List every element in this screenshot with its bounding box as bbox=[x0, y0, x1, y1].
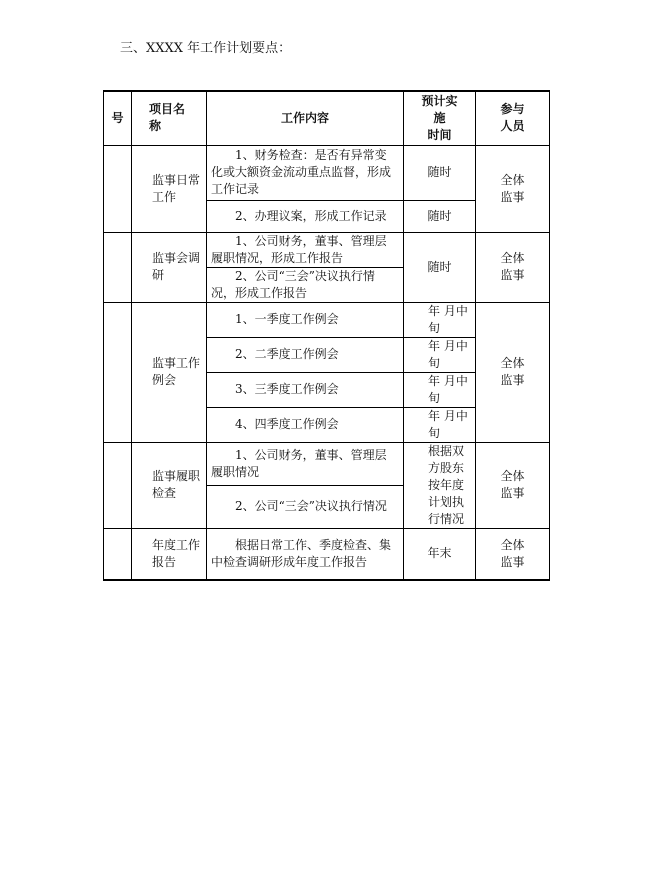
row-number-cell bbox=[104, 302, 132, 442]
item-name-cell: 监事会调研 bbox=[132, 232, 207, 302]
item-name-cell: 监事履职检查 bbox=[132, 442, 207, 528]
header-item-name-line1: 项目名 bbox=[149, 102, 186, 117]
work-content-cell: 1、财务检查：是否有异常变化或大额资金流动重点监督，形成工作记录 bbox=[207, 145, 404, 200]
participants-cell: 全体监事 bbox=[476, 232, 550, 302]
header-participants-line1: 参与 bbox=[500, 102, 525, 117]
work-content-cell: 2、二季度工作例会 bbox=[207, 337, 404, 372]
header-row bbox=[104, 91, 550, 145]
participants-cell: 全体监事 bbox=[476, 442, 550, 528]
header-work-content: 工作内容 bbox=[207, 91, 404, 145]
planned-time-cell: 年 月中旬 bbox=[404, 337, 476, 372]
header-planned-time-line3: 时间 bbox=[427, 127, 452, 142]
participants-cell: 全体监事 bbox=[476, 528, 550, 580]
table-row bbox=[104, 528, 550, 580]
header-item-name-line2: 称 bbox=[149, 119, 162, 134]
table-row bbox=[104, 232, 550, 267]
row-number-cell bbox=[104, 528, 132, 580]
work-content-cell: 1、公司财务，董事、管理层履职情况，形成工作报告 bbox=[207, 232, 404, 267]
table-row bbox=[104, 302, 550, 337]
header-planned-time-line1: 预计实 bbox=[421, 93, 458, 108]
work-content-cell: 1、一季度工作例会 bbox=[207, 302, 404, 337]
row-number-cell bbox=[104, 442, 132, 528]
work-content-cell: 4、四季度工作例会 bbox=[207, 407, 404, 442]
planned-time-cell: 年 月中旬 bbox=[404, 302, 476, 337]
work-content-cell: 根据日常工作、季度检查、集中检查调研形成年度工作报告 bbox=[207, 528, 404, 580]
work-plan-table bbox=[103, 90, 550, 581]
table-row bbox=[104, 145, 550, 200]
row-number-cell bbox=[104, 232, 132, 302]
header-no: 号 bbox=[104, 91, 132, 145]
planned-time-cell: 年 月中旬 bbox=[404, 407, 476, 442]
planned-time-cell: 年 月中旬 bbox=[404, 372, 476, 407]
work-content-cell: 3、三季度工作例会 bbox=[207, 372, 404, 407]
row-number-cell bbox=[104, 145, 132, 232]
work-content-cell: 2、公司“三会”决议执行情况 bbox=[207, 485, 404, 528]
item-name-cell: 监事工作例会 bbox=[132, 302, 207, 442]
planned-time-cell: 随时 bbox=[404, 232, 476, 302]
item-name-cell: 监事日常工作 bbox=[132, 145, 207, 232]
planned-time-cell: 年末 bbox=[404, 528, 476, 580]
participants-cell: 全体监事 bbox=[476, 302, 550, 442]
participants-cell: 全体监事 bbox=[476, 145, 550, 232]
planned-time-cell: 随时 bbox=[404, 145, 476, 200]
header-item-name bbox=[132, 91, 207, 145]
planned-time-cell: 随时 bbox=[404, 200, 476, 232]
table-row bbox=[104, 442, 550, 485]
planned-time-cell: 根据双方股东按年度计划执行情况 bbox=[404, 442, 476, 528]
work-content-cell: 2、办理议案，形成工作记录 bbox=[207, 200, 404, 232]
work-content-cell: 2、公司“三会”决议执行情况，形成工作报告 bbox=[207, 267, 404, 302]
header-participants bbox=[476, 91, 550, 145]
header-planned-time bbox=[404, 91, 476, 145]
section-heading: 三、XXXX 年工作计划要点： bbox=[120, 41, 292, 56]
header-participants-line2: 人员 bbox=[500, 119, 525, 134]
item-name-cell: 年度工作报告 bbox=[132, 528, 207, 580]
work-content-cell: 1、公司财务，董事、管理层履职情况 bbox=[207, 442, 404, 485]
header-planned-time-line2: 施 bbox=[433, 110, 446, 125]
